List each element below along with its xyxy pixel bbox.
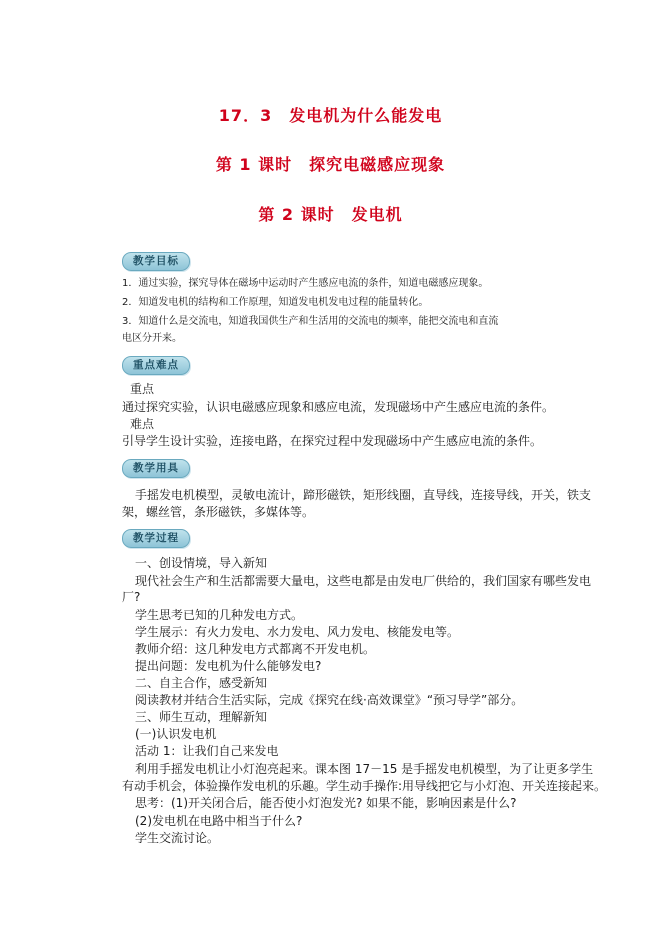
process-subheading: (一)认识发电机	[135, 727, 217, 741]
goal-item-2: 2．知道发电机的结构和工作原理，知道发电机发电过程的能量转化。	[122, 297, 429, 308]
process-step-1-heading: 一、创设情境，导入新知	[135, 556, 268, 570]
process-step-2-heading: 二、自主合作，感受新知	[135, 676, 268, 690]
process-question-1: 思考：(1)开关闭合后，能否使小灯泡发光? 如果不能，影响因素是什么?	[135, 796, 517, 810]
hard-text: 引导学生设计实验，连接电路，在探究过程中发现磁场中产生感应电流的条件。	[122, 434, 543, 448]
process-line: 阅读教材并结合生活实际，完成《探究在线·高效课堂》“预习导学”部分。	[135, 693, 524, 707]
key-points-badge: 重点难点	[122, 356, 190, 375]
process-line: 学生交流讨论。	[135, 831, 220, 845]
tools-badge: 教学用具	[122, 459, 190, 478]
process-line: 学生思考已知的几种发电方式。	[135, 608, 304, 622]
goal-item-1: 1．通过实验，探究导体在磁场中运动时产生感应电流的条件，知道电磁感应现象。	[122, 278, 489, 289]
process-line: 教师介绍：这几种发电方式都离不开发电机。	[135, 642, 376, 656]
tools-line-1: 手摇发电机模型，灵敏电流计，蹄形磁铁，矩形线圈，直导线，连接导线，开关，铁支	[135, 488, 592, 502]
lesson-2-title: 第 2 课时 发电机	[258, 205, 403, 224]
hard-label: 难点	[130, 417, 155, 431]
main-title: 17．3 发电机为什么能发电	[218, 106, 443, 125]
goals-badge: 教学目标	[122, 252, 190, 271]
key-label: 重点	[130, 382, 155, 396]
process-step-3-heading: 三、师生互动，理解新知	[135, 710, 268, 724]
process-line: 提出问题：发电机为什么能够发电?	[135, 659, 322, 673]
process-badge: 教学过程	[122, 529, 190, 548]
key-text: 通过探究实验，认识电磁感应现象和感应电流，发现磁场中产生感应电流的条件。	[122, 400, 555, 414]
process-line: 学生展示：有火力发电、水力发电、风力发电、核能发电等。	[135, 625, 460, 639]
process-line: 利用手摇发电机让小灯泡亮起来。课本图 17－15 是手摇发电机模型，为了让更多学生	[135, 762, 594, 776]
tools-line-2: 架，螺丝管，条形磁铁，多媒体等。	[122, 505, 315, 519]
goal-item-3-cont: 电区分开来。	[122, 333, 182, 344]
lesson-1-title: 第 1 课时 探究电磁感应现象	[215, 155, 446, 174]
process-question-2: (2)发电机在电路中相当于什么?	[135, 814, 303, 828]
process-line: 厂?	[122, 590, 141, 604]
process-activity-heading: 活动 1：让我们自己来发电	[135, 744, 279, 758]
process-line: 有动手机会，体验操作发电机的乐趣。学生动手操作:用导线把它与小灯泡、开关连接起来。	[122, 779, 607, 793]
goal-item-3: 3．知道什么是交流电，知道我国供生产和生活用的交流电的频率，能把交流电和直流	[122, 316, 499, 327]
process-line: 现代社会生产和生活都需要大量电，这些电都是由发电厂供给的，我们国家有哪些发电	[135, 574, 592, 588]
